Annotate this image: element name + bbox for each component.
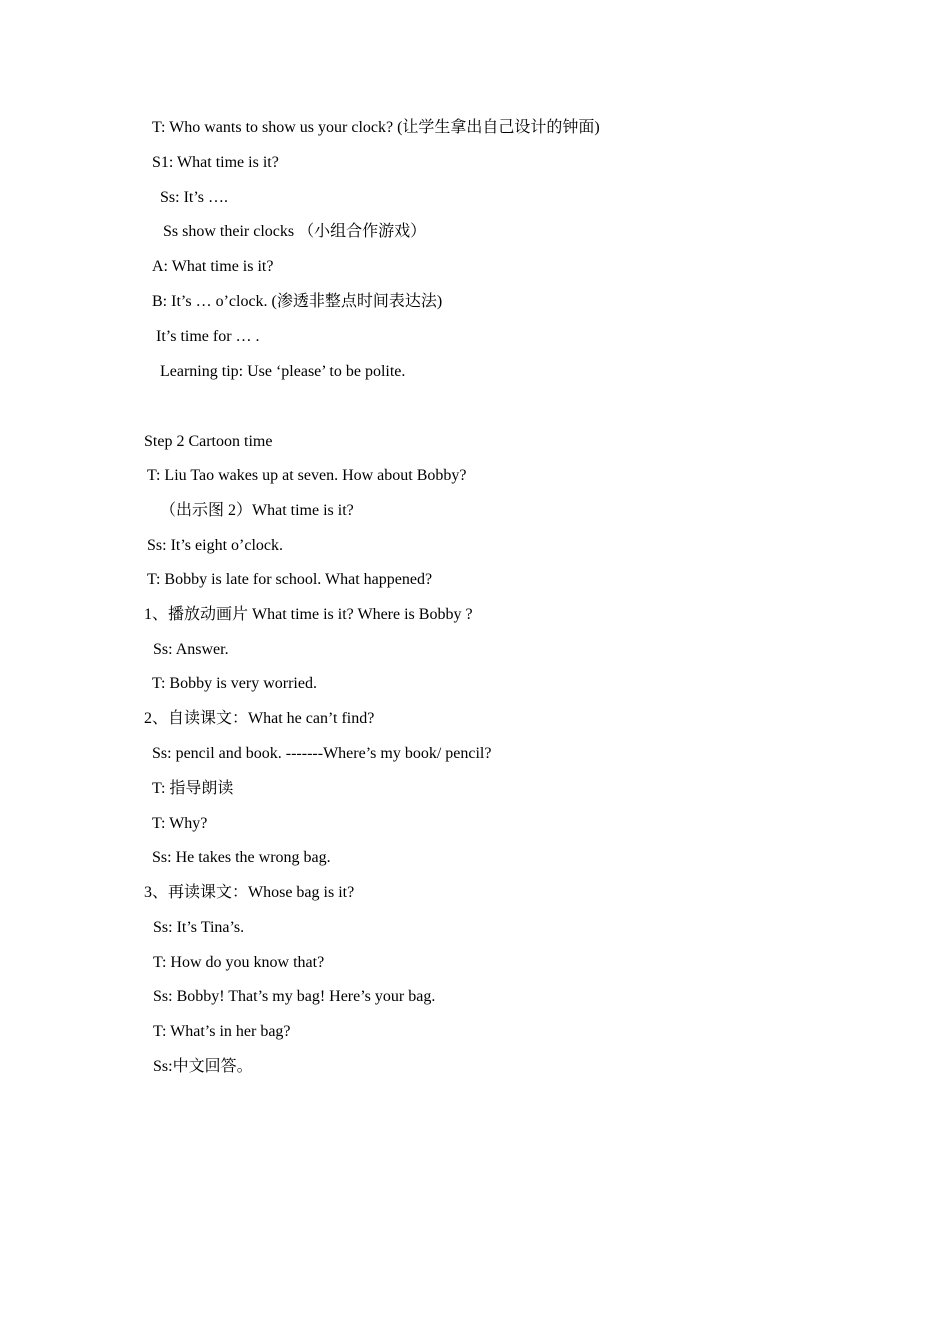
text-line: Ss: Answer. bbox=[153, 641, 229, 658]
numbered-item: 2、自读课文：What he can’t find? bbox=[144, 710, 375, 727]
text-line: Ss show their clocks （小组合作游戏） bbox=[163, 223, 427, 240]
text-line: Ss: It’s …. bbox=[160, 189, 229, 206]
text-line: Ss: It’s Tina’s. bbox=[153, 919, 245, 936]
text-line: T: Why? bbox=[152, 815, 208, 832]
numbered-item: 1、播放动画片 What time is it? Where is Bobby ? bbox=[144, 606, 473, 623]
text-line: B: It’s … o’clock. (渗透非整点时间表达法) bbox=[152, 293, 443, 310]
text-line: T: Who wants to show us your clock? (让学生拿出自己设计的钟面) bbox=[152, 119, 600, 136]
text-line: Ss: It’s eight o’clock. bbox=[147, 537, 283, 554]
text-line: It’s time for … . bbox=[156, 328, 260, 345]
numbered-item: 3、再读课文：Whose bag is it? bbox=[144, 884, 355, 901]
text-line: T: Bobby is very worried. bbox=[152, 675, 317, 692]
text-line: S1: What time is it? bbox=[152, 154, 279, 171]
text-line: Ss: pencil and book. -------Where’s my book/ pencil? bbox=[152, 745, 492, 762]
section-heading: Step 2 Cartoon time bbox=[144, 433, 273, 450]
text-line: Learning tip: Use ‘please’ to be polite. bbox=[160, 363, 406, 380]
text-line: T: Bobby is late for school. What happened? bbox=[147, 571, 433, 588]
text-line: Ss:中文回答。 bbox=[153, 1058, 253, 1075]
text-line: T: Liu Tao wakes up at seven. How about Bobby? bbox=[147, 467, 467, 484]
text-line: T: 指导朗读 bbox=[152, 780, 234, 797]
text-line: Ss: He takes the wrong bag. bbox=[152, 849, 331, 866]
text-line: T: How do you know that? bbox=[153, 954, 325, 971]
text-line: （出示图 2）What time is it? bbox=[160, 502, 354, 519]
text-line: Ss: Bobby! That’s my bag! Here’s your bag. bbox=[153, 988, 436, 1005]
text-line: T: What’s in her bag? bbox=[153, 1023, 291, 1040]
text-line: A: What time is it? bbox=[152, 258, 274, 275]
